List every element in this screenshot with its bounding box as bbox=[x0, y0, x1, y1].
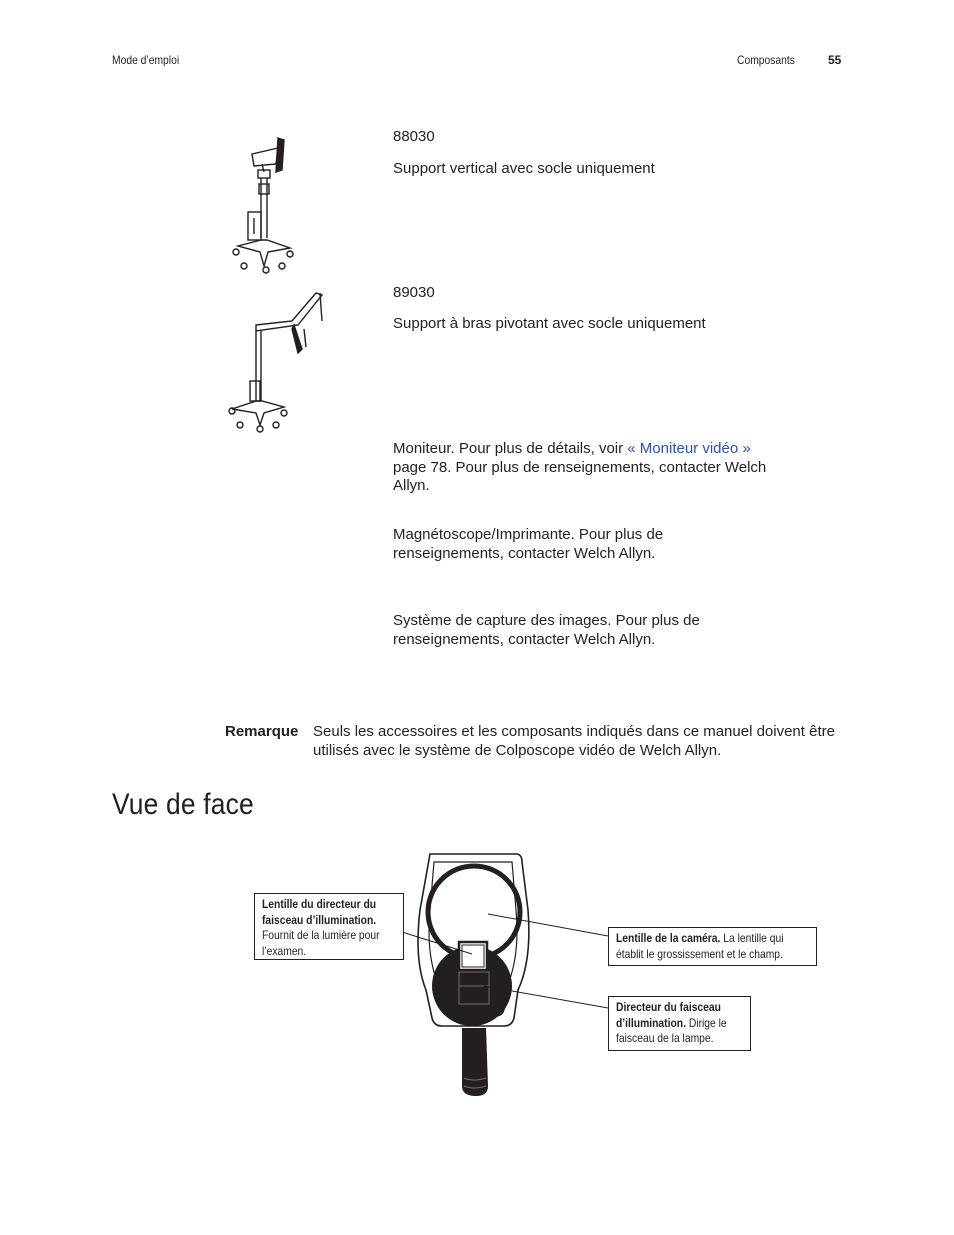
header-manual-title: Mode d’emploi bbox=[112, 53, 180, 67]
item-description-88030: Support vertical avec socle uniquement bbox=[393, 160, 655, 177]
note-label: Remarque bbox=[225, 723, 299, 740]
pivoting-arm-stand-illustration bbox=[226, 289, 330, 431]
callout-illumination-lens-title: Lentille du directeur du faisceau d’illumination. bbox=[262, 897, 377, 927]
vcr-printer-paragraph: Magnétoscope/Imprimante. Pour plus de renseignements, contacter Welch Allyn. bbox=[393, 526, 664, 562]
item-code-88030: 88030 bbox=[393, 128, 435, 145]
callout-camera-lens bbox=[608, 927, 817, 966]
vertical-stand-illustration bbox=[224, 134, 294, 274]
callout-beam-director-title: Directeur du faisceau d’illumination. bbox=[616, 1000, 721, 1030]
monitor-text-before: Moniteur. Pour plus de détails, voir bbox=[393, 440, 628, 457]
header-page-number: 55 bbox=[828, 53, 842, 67]
header-section: Composants bbox=[737, 53, 795, 67]
monitor-video-link[interactable]: « Moniteur vidéo » bbox=[627, 440, 751, 457]
callout-beam-director-text: Dirige le faisceau de la lampe. bbox=[616, 1015, 727, 1045]
item-description-89030: Support à bras pivotant avec socle uniquement bbox=[393, 315, 706, 332]
callout-illumination-lens-text: Fournit de la lumière pour l’examen. bbox=[262, 928, 380, 958]
section-title: Vue de face bbox=[112, 788, 254, 821]
callout-camera-lens-title: Lentille de la caméra. bbox=[616, 931, 721, 945]
callout-camera-lens-text: La lentille qui établit le grossissement et le champ. bbox=[616, 931, 784, 961]
callout-beam-director bbox=[608, 996, 751, 1051]
monitor-text-after: page 78. Pour plus de renseignements, contacter Welch Allyn. bbox=[393, 458, 767, 494]
front-view-illustration bbox=[250, 850, 830, 1100]
monitor-paragraph bbox=[393, 440, 773, 496]
note-text: Seuls les accessoires et les composants indiqués dans ce manuel doivent être utilisés avec le système de Colposcope vidéo de Welch Allyn. bbox=[313, 723, 835, 759]
capture-system-paragraph: Système de capture des images. Pour plus de renseignements, contacter Welch Allyn. bbox=[393, 612, 700, 648]
item-code-89030: 89030 bbox=[393, 284, 435, 301]
callout-illumination-lens bbox=[254, 893, 404, 960]
